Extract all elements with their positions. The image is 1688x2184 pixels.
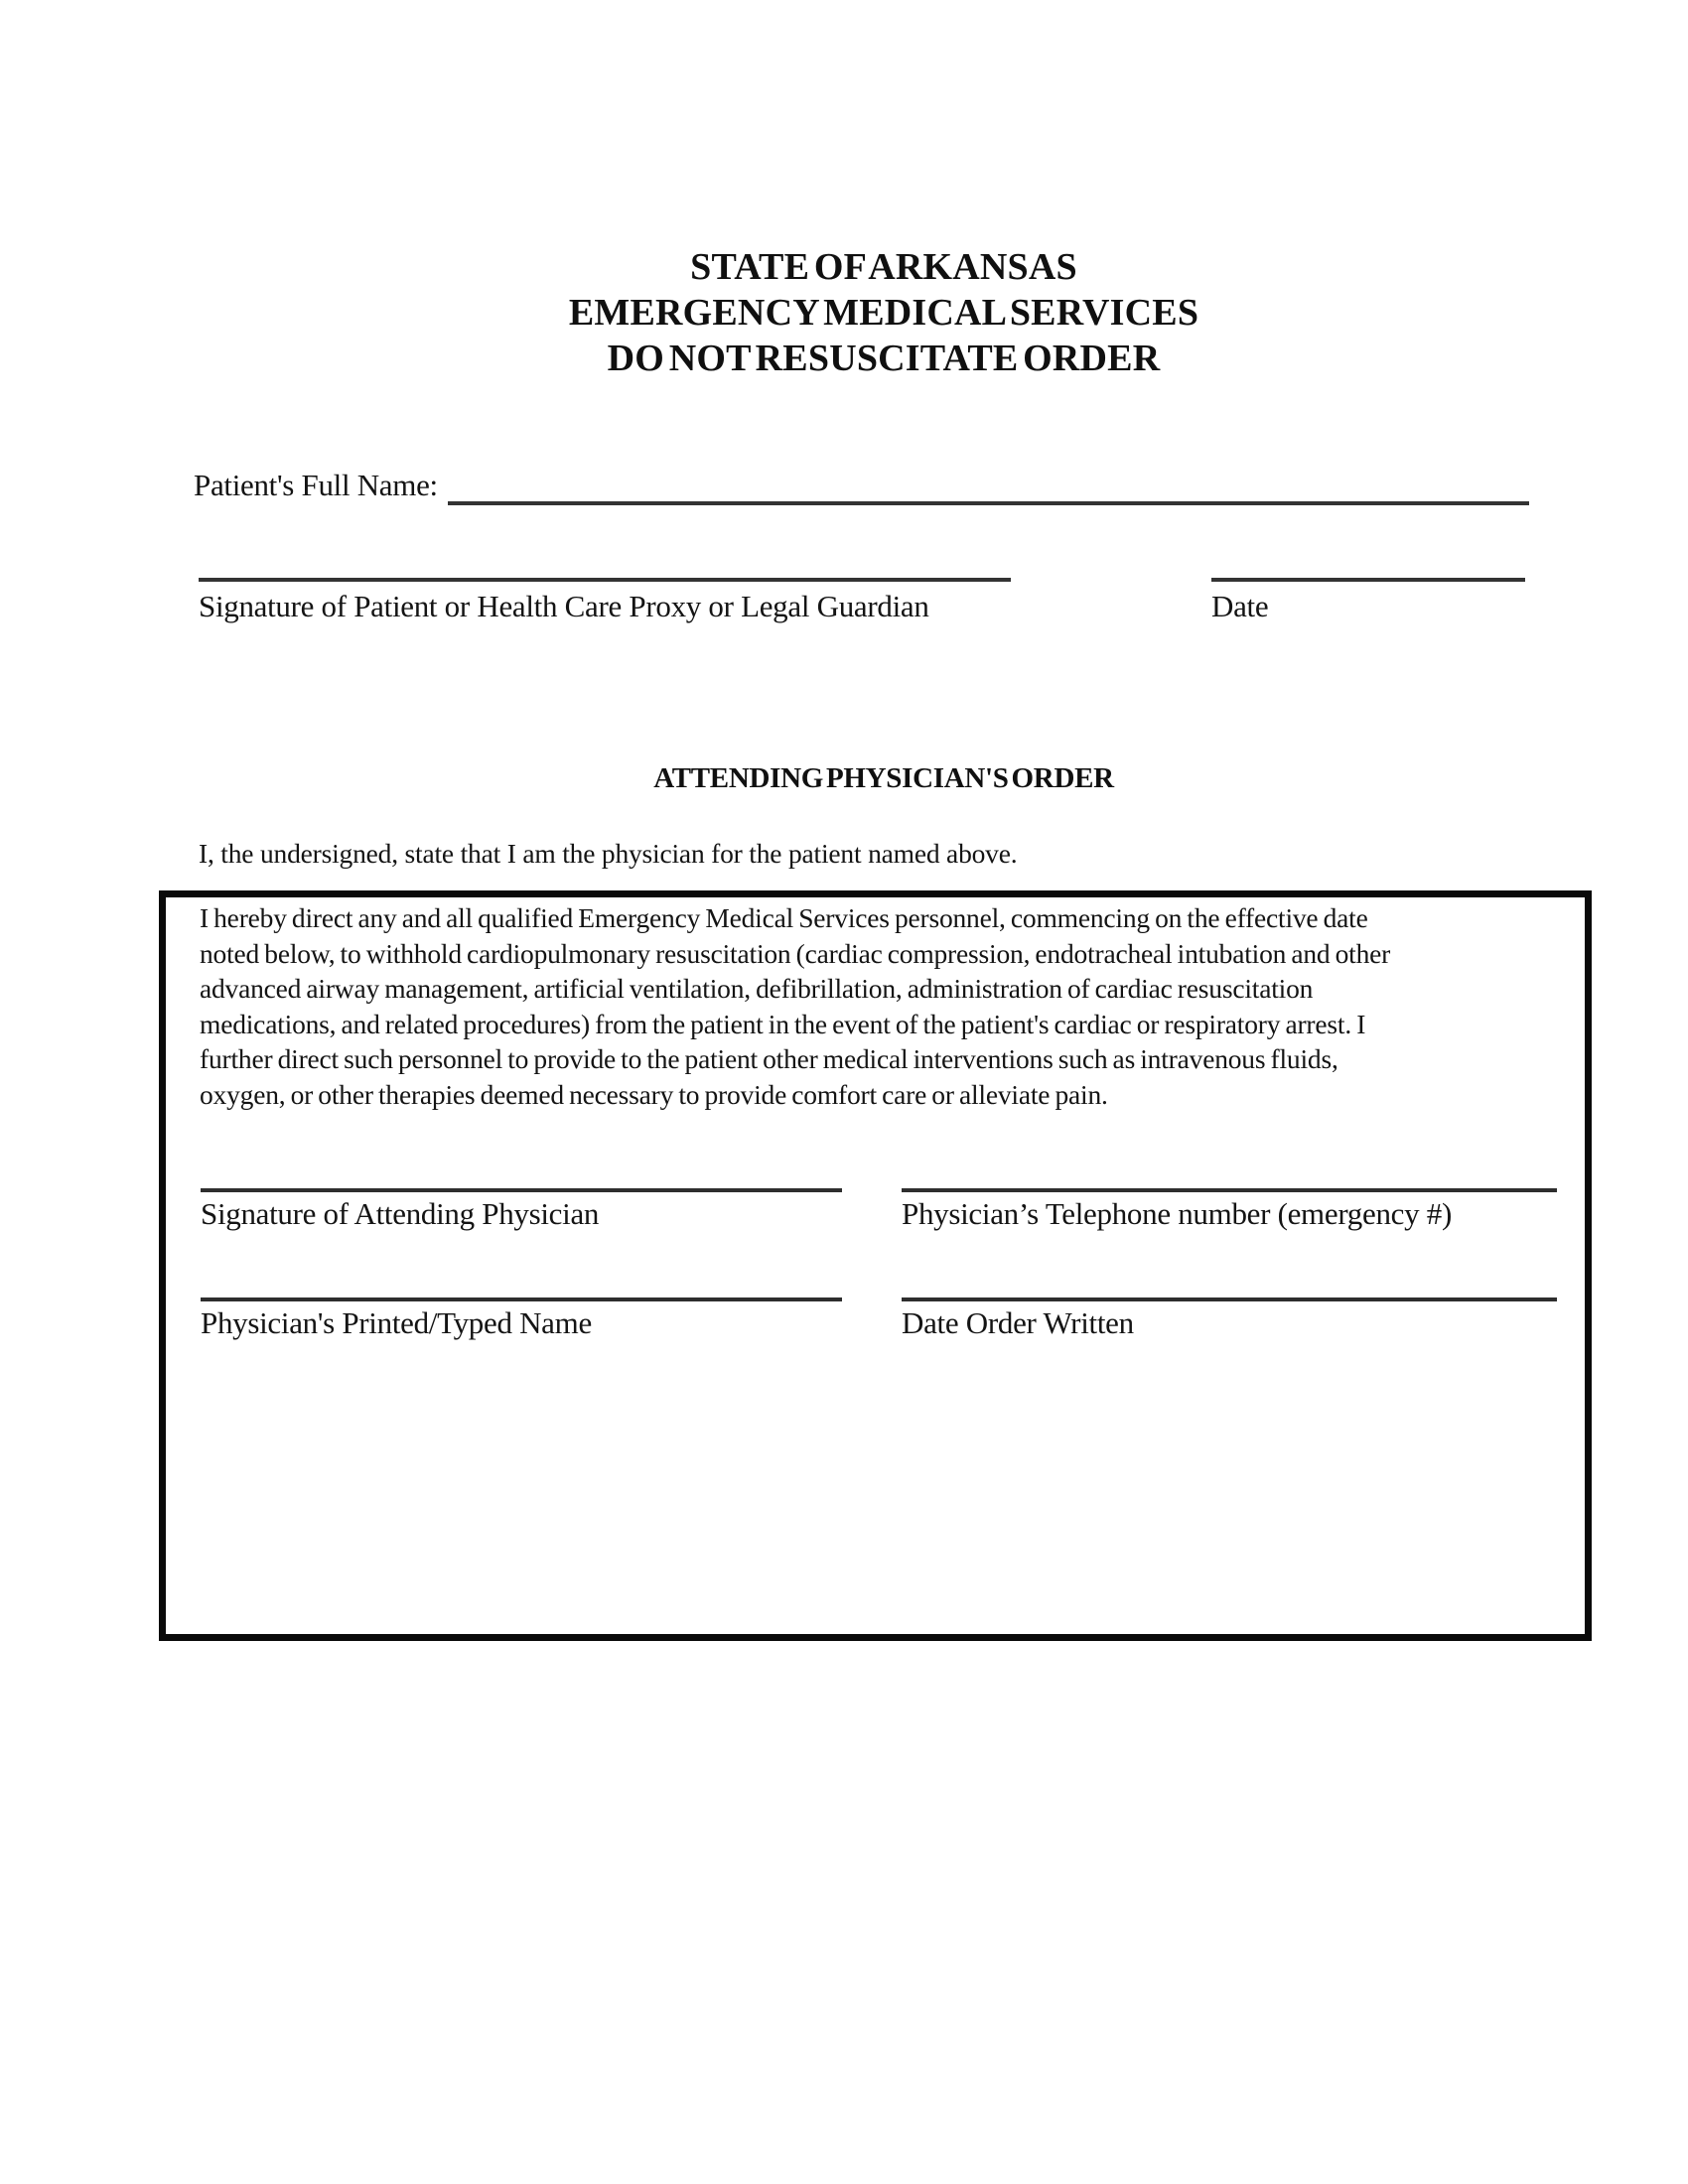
physician-printed-name-label: Physician's Printed/Typed Name xyxy=(201,1305,592,1340)
form-title-line-3: DO NOT RESUSCITATE ORDER xyxy=(607,338,1161,379)
physician-phone-field[interactable] xyxy=(902,1188,1557,1233)
directive-line-4: medications, and related procedures) from the patient in the event of the patient's cardiac or respiratory arrest. I xyxy=(200,1008,1366,1039)
directive-line-5: further direct such personnel to provide to the patient other medical interventions such as intravenous fluids, xyxy=(200,1043,1338,1074)
patient-name-label: Patient's Full Name: xyxy=(194,468,438,502)
patient-signature-label: Signature of Patient or Health Care Proxy or Legal Guardian xyxy=(199,589,929,623)
form-title-line-2: EMERGENCY MEDICAL SERVICES xyxy=(568,292,1199,334)
patient-name-row xyxy=(194,466,1529,505)
patient-date-field[interactable] xyxy=(1211,578,1525,625)
physician-signature-field[interactable] xyxy=(201,1188,842,1233)
form-title-line-1: STATE OF ARKANSAS xyxy=(690,246,1077,288)
physician-statement: I, the undersigned, state that I am the physician for the patient named above. xyxy=(199,838,1018,869)
directive-line-3: advanced airway management, artificial ventilation, defibrillation, administration of cardiac resuscitation xyxy=(200,973,1314,1004)
date-order-written-field[interactable] xyxy=(902,1297,1557,1342)
directive-line-6: oxygen, or other therapies deemed necessary to provide comfort care or alleviate pain. xyxy=(200,1078,1108,1110)
physician-phone-label: Physician’s Telephone number (emergency #) xyxy=(902,1196,1452,1231)
patient-signature-field[interactable] xyxy=(199,578,1011,625)
directive-line-2: noted below, to withhold cardiopulmonary resuscitation (cardiac compression, endotracheal intubation and other xyxy=(200,937,1391,969)
directive-line-1: I hereby direct any and all qualified Emergency Medical Services personnel, commencing on the effective date xyxy=(200,902,1368,933)
patient-date-label: Date xyxy=(1211,589,1269,623)
dnr-directive-box xyxy=(159,890,1592,1641)
date-order-written-label: Date Order Written xyxy=(902,1305,1134,1340)
physician-printed-name-field[interactable] xyxy=(201,1297,842,1342)
form-title xyxy=(159,244,1609,381)
attending-physician-order-heading: ATTENDING PHYSICIAN'S ORDER xyxy=(653,762,1114,794)
physician-signature-label: Signature of Attending Physician xyxy=(201,1196,600,1231)
patient-name-input-line[interactable] xyxy=(448,466,1529,505)
directive-paragraph xyxy=(200,900,1569,1112)
